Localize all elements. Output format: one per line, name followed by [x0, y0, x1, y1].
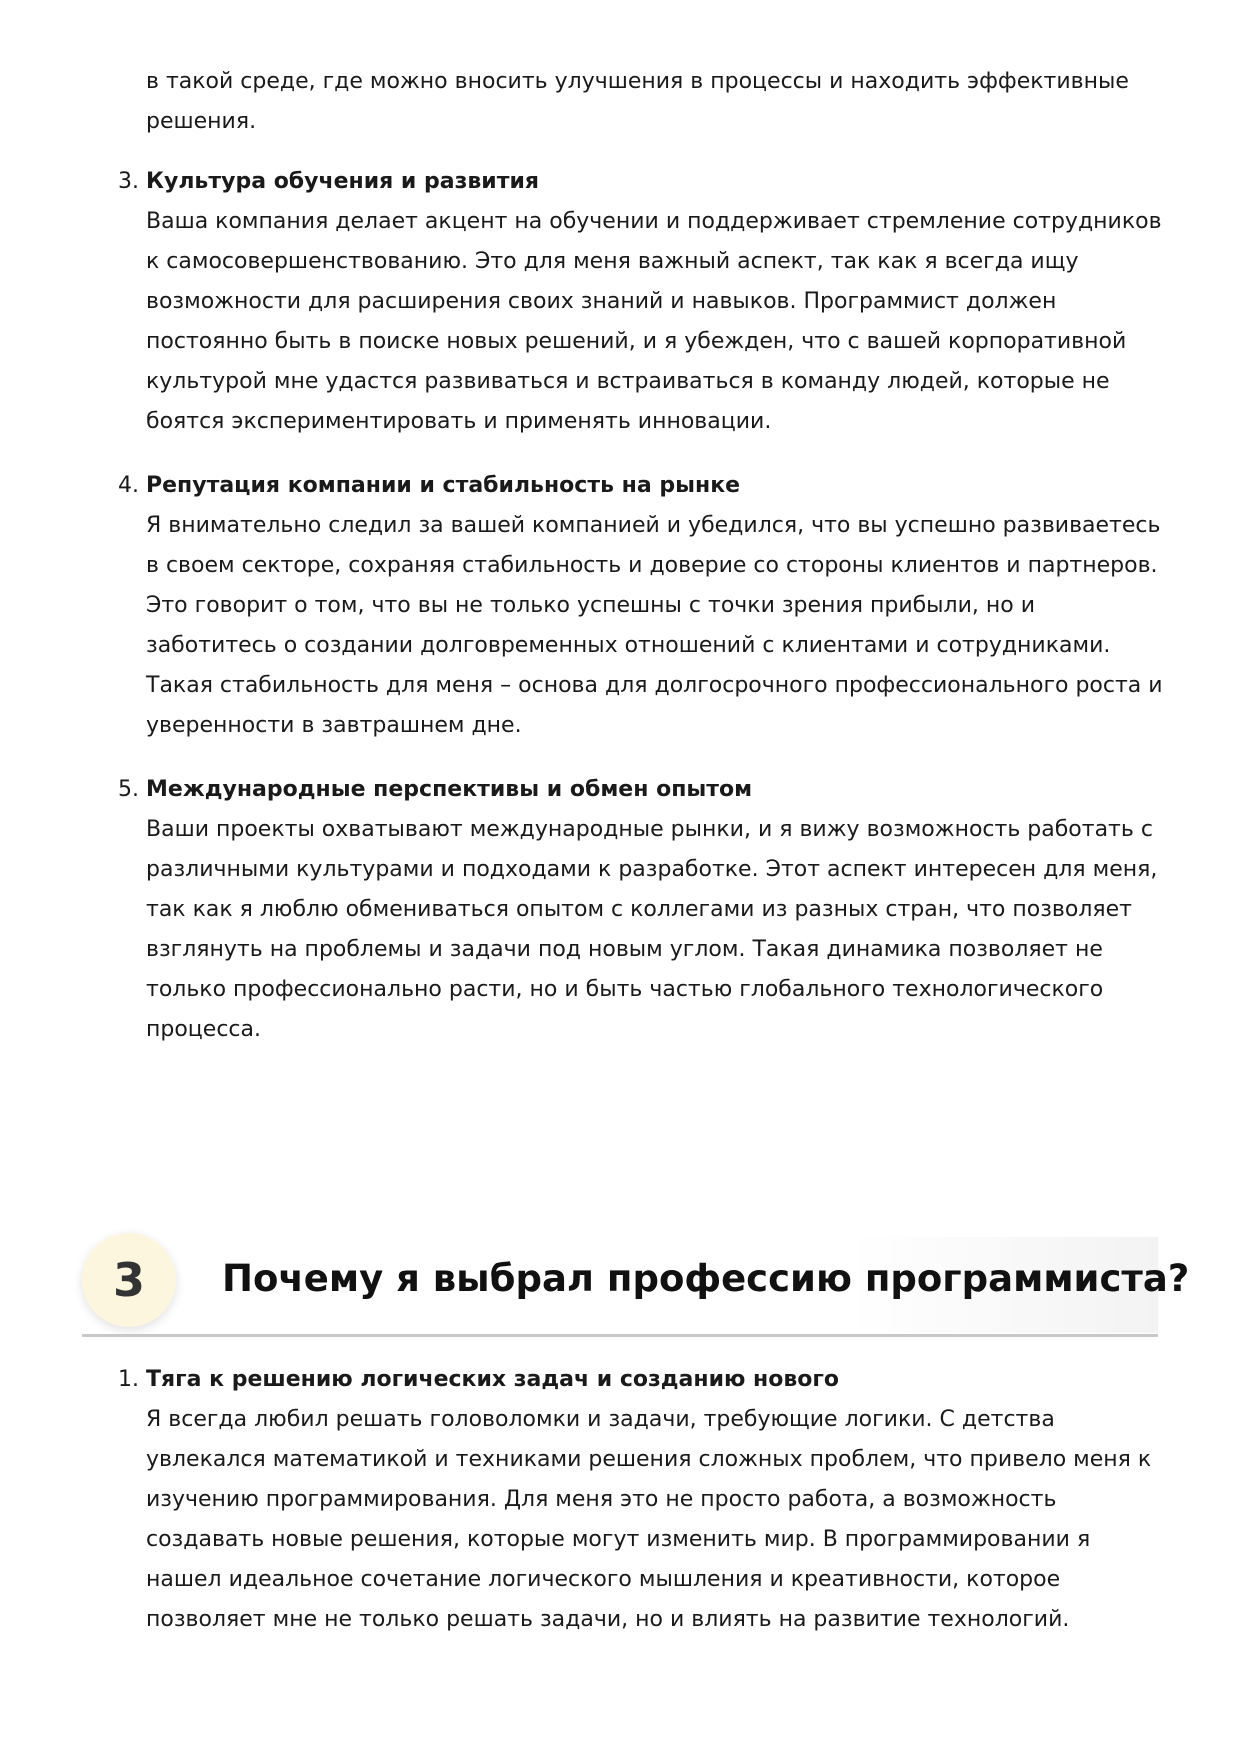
- list-item-text: Я всегда любил решать головоломки и задачи, требующие логики. С детства увлекался математикой и техниками решения сложных проблем, что привело меня к изучению программирования. Для меня это не просто работа, а возможность создавать новые решения, которые могут изменить мир. В программировании я нашел идеальное сочетание логического мышления и креативности, которое позволяет мне не только решать задачи, но и влиять на развитие технологий.: [146, 1407, 1152, 1632]
- list-item-title: Международные перспективы и обмен опытом: [146, 777, 753, 802]
- section-number-badge: 3: [82, 1233, 176, 1327]
- list-item-text: Я внимательно следил за вашей компанией и убедился, что вы успешно развиваетесь в своем секторе, сохраняя стабильность и доверие со стороны клиентов и партнеров. Это говорит о том, что вы не только успешны с точки зрения прибыли, но и заботитесь о создании долговременных отношений с клиентами и сотрудниками. Такая стабильность для меня – основа для долгосрочного профессионального роста и уверенности в завтрашнем дне.: [146, 513, 1163, 738]
- section-title: Почему я выбрал профессию программиста?: [222, 1257, 1190, 1300]
- profession-reasons-list: [118, 1360, 1168, 1664]
- section-header: [82, 1233, 1190, 1337]
- list-item: [118, 466, 1168, 746]
- list-item-text: Ваши проекты охватывают международные рынки, и я вижу возможность работать с различными культурами и подходами к разработке. Этот аспект интересен для меня, так как я люблю обмениваться опытом с коллегами из разных стран, что позволяет взглянуть на проблемы и задачи под новым углом. Такая динамика позволяет не только профессионально расти, но и быть частью глобального технологического процесса.: [146, 817, 1158, 1042]
- list-item: [118, 770, 1168, 1050]
- list-item-title: Культура обучения и развития: [146, 169, 540, 194]
- section-divider: [82, 1334, 1158, 1337]
- list-item-title: Тяга к решению логических задач и созданию нового: [146, 1367, 839, 1392]
- list-item-number: 5.: [118, 777, 139, 802]
- reasons-list: [118, 162, 1168, 1074]
- list-item-number: 4.: [118, 473, 139, 498]
- continued-paragraph: в такой среде, где можно вносить улучшения в процессы и находить эффективные решения.: [146, 69, 1129, 134]
- list-item-number: 3.: [118, 169, 139, 194]
- list-item: [118, 1360, 1168, 1640]
- list-item-number: 1.: [118, 1367, 139, 1392]
- list-item: [118, 162, 1168, 442]
- list-item-title: Репутация компании и стабильность на рынке: [146, 473, 741, 498]
- list-item-text: Ваша компания делает акцент на обучении и поддерживает стремление сотрудников к самосовершенствованию. Это для меня важный аспект, так как я всегда ищу возможности для расширения своих знаний и навыков. Программист должен постоянно быть в поиске новых решений, и я убежден, что с вашей корпоративной культурой мне удастся развиваться и встраиваться в команду людей, которые не боятся экспериментировать и применять инновации.: [146, 209, 1162, 434]
